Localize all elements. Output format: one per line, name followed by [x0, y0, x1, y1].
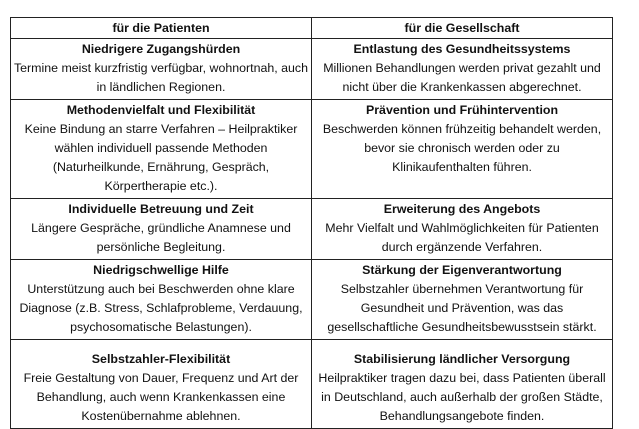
cell-text: Freie Gestaltung von Dauer, Frequenz und Art der Behandlung, auch wenn Krankenkassen eine Kostenübernahme ablehnen. [23, 371, 299, 423]
cell-title: Niedrigschwellige Hilfe [93, 263, 229, 277]
benefits-table [10, 17, 613, 429]
table-header-row [11, 18, 613, 39]
cell-text: Unterstützung auch bei Beschwerden ohne klare Diagnose (z.B. Stress, Schlafprobleme, Verdauung, psychosomatische Belastungen). [19, 282, 303, 334]
table-row [11, 260, 613, 340]
patients-cell [11, 39, 312, 100]
cell-title: Prävention und Frühintervention [365, 103, 559, 117]
table-row [11, 39, 613, 100]
society-cell [312, 39, 613, 100]
cell-title: Stärkung der Eigenverantwortung [362, 263, 562, 277]
table-row [11, 340, 613, 429]
cell-title: Individuelle Betreuung und Zeit [68, 202, 254, 216]
cell-title: Stabilisierung ländlicher Versorgung [353, 352, 571, 366]
society-cell [312, 260, 613, 340]
patients-cell [11, 199, 312, 260]
cell-text: Heilpraktiker tragen dazu bei, dass Patienten überall in Deutschland, auch außerhalb der großen Städte, Behandlungsangebote finden. [318, 371, 606, 423]
society-cell [312, 199, 613, 260]
cell-title: Entlastung des Gesundheitssystems [353, 42, 571, 56]
cell-text: Beschwerden können frühzeitig behandelt werden, bevor sie chronisch werden oder zu Klinikaufenthalten führen. [322, 122, 602, 174]
cell-text: Keine Bindung an starre Verfahren – Heilpraktiker wählen individuell passende Methoden (Naturheilkunde, Ernährung, Gespräch, Körpertherapie etc.). [24, 122, 298, 193]
header-society: für die Gesellschaft [312, 18, 613, 39]
cell-title: Niedrigere Zugangshürden [81, 42, 241, 56]
cell-title: Methodenvielfalt und Flexibilität [66, 103, 256, 117]
document-sheet [10, 17, 612, 429]
cell-text: Längere Gespräche, gründliche Anamnese und persönliche Begleitung. [31, 221, 291, 254]
cell-text: Selbstzahler übernehmen Verantwortung für Gesundheit und Prävention, was das gesellschaftliche Gesundheitsbewusstsein stärkt. [327, 282, 597, 334]
table-row [11, 100, 613, 199]
patients-cell [11, 100, 312, 199]
header-patients: für die Patienten [11, 18, 312, 39]
table-row [11, 199, 613, 260]
patients-cell [11, 340, 312, 429]
cell-text: Millionen Behandlungen werden privat gezahlt und nicht über die Krankenkassen abgerechnet. [323, 61, 601, 94]
cell-text: Termine meist kurzfristig verfügbar, wohnortnah, auch in ländlichen Regionen. [13, 61, 309, 94]
society-cell [312, 340, 613, 429]
cell-text: Mehr Vielfalt und Wahlmöglichkeiten für Patienten durch ergänzende Verfahren. [325, 221, 599, 254]
society-cell [312, 100, 613, 199]
cell-title: Selbstzahler-Flexibilität [91, 352, 231, 366]
cell-title: Erweiterung des Angebots [383, 202, 541, 216]
patients-cell [11, 260, 312, 340]
